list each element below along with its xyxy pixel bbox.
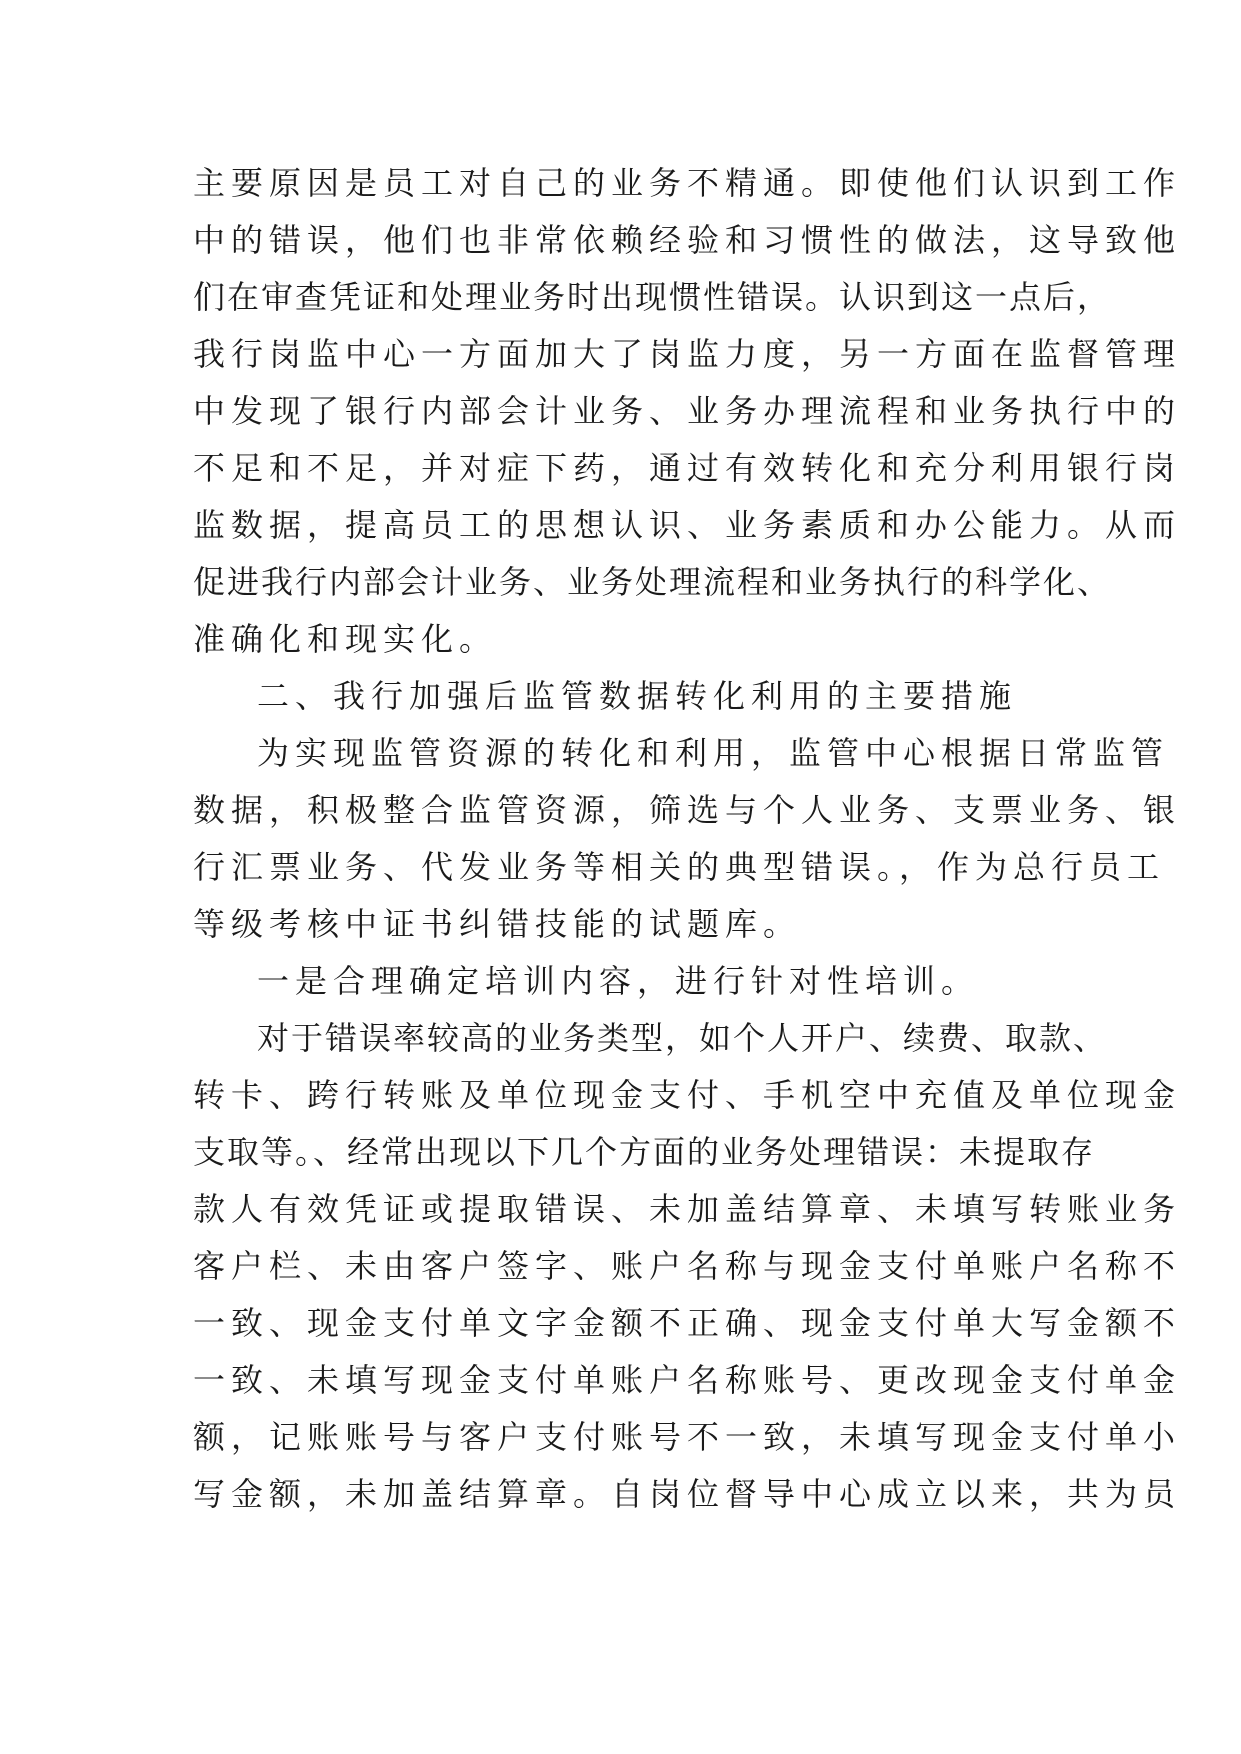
subsection-heading: 一是合理确定培训内容，进行针对性培训。 xyxy=(257,962,980,1000)
text-line: 为实现监管资源的转化和利用，监管中心根据日常监管 xyxy=(257,734,1170,772)
text-line: 行汇票业务、代发业务等相关的典型错误。，作为总行员工 xyxy=(193,848,1166,886)
text-line: 支取等。、经常出现以下几个方面的业务处理错误：未提取存 xyxy=(193,1133,1096,1171)
text-line: 促进我行内部会计业务、业务处理流程和业务执行的科学化、 xyxy=(193,563,1112,601)
text-line: 一致、现金支付单文字金额不正确、现金支付单大写金额不 xyxy=(193,1304,1182,1342)
text-line: 们在审查凭证和处理业务时出现惯性错误。认识到这一点后， xyxy=(193,278,1112,316)
body-text xyxy=(193,155,1182,1523)
text-line: 额，记账账号与客户支付账号不一致，未填写现金支付单小 xyxy=(193,1418,1182,1456)
text-line: 款人有效凭证或提取错误、未加盖结算章、未填写转账业务 xyxy=(193,1190,1182,1228)
text-line: 客户栏、未由客户签字、账户名称与现金支付单账户名称不 xyxy=(193,1247,1182,1285)
text-line: 监数据，提高员工的思想认识、业务素质和办公能力。从而 xyxy=(193,506,1182,544)
text-line: 中的错误，他们也非常依赖经验和习惯性的做法，这导致他 xyxy=(193,221,1182,259)
text-line: 我行岗监中心一方面加大了岗监力度，另一方面在监督管理 xyxy=(193,335,1182,373)
text-line: 数据，积极整合监管资源，筛选与个人业务、支票业务、银 xyxy=(193,791,1182,829)
text-line: 主要原因是员工对自己的业务不精通。即使他们认识到工作 xyxy=(193,164,1182,202)
text-line: 一致、未填写现金支付单账户名称账号、更改现金支付单金 xyxy=(193,1361,1182,1399)
text-line: 准确化和现实化。 xyxy=(193,620,498,658)
section-heading: 二、我行加强后监管数据转化利用的主要措施 xyxy=(257,677,1018,715)
text-line: 转卡、跨行转账及单位现金支付、手机空中充值及单位现金 xyxy=(193,1076,1182,1114)
text-line: 不足和不足，并对症下药，通过有效转化和充分利用银行岗 xyxy=(193,449,1182,487)
text-line: 中发现了银行内部会计业务、业务办理流程和业务执行中的 xyxy=(193,392,1182,430)
text-line: 对于错误率较高的业务类型，如个人开户、续费、取款、 xyxy=(257,1019,1108,1057)
text-line: 等级考核中证书纠错技能的试题库。 xyxy=(193,905,802,943)
text-line: 写金额，未加盖结算章。自岗位督导中心成立以来，共为员 xyxy=(193,1475,1182,1513)
